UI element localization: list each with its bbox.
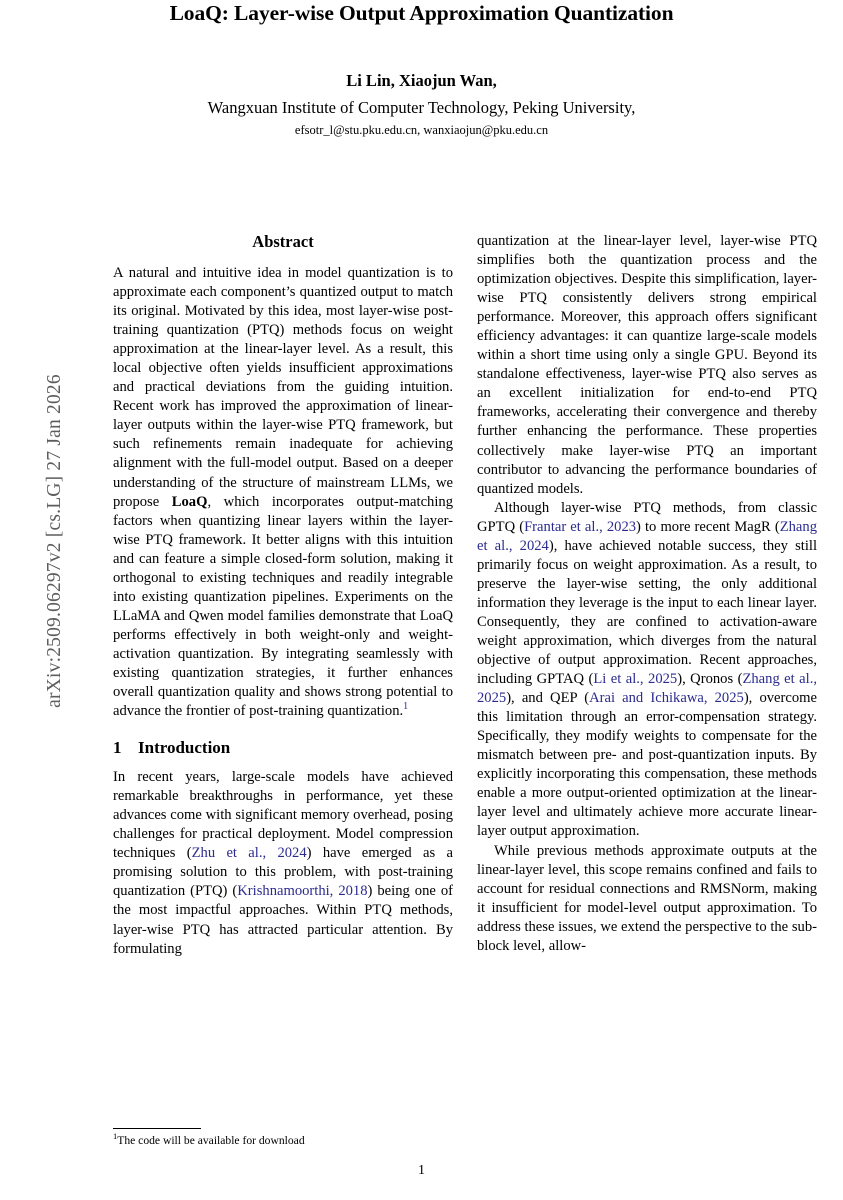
citation-frantar-2023[interactable]: Frantar et al., 2023 <box>524 518 637 535</box>
citation-li-2025[interactable]: Li et al., 2025 <box>593 671 678 688</box>
page-number: 1 <box>418 1163 425 1178</box>
author-emails: efsotr_l@stu.pku.edu.cn, wanxiaojun@pku.edu.cn <box>294 123 549 137</box>
author-list: Li Lin, Xiaojun Wan, <box>346 71 497 90</box>
abstract-body <box>113 264 453 721</box>
intro-paragraph-1 <box>113 768 453 958</box>
footnote-marker-ref[interactable]: 1 <box>403 701 409 713</box>
intro-text-b: ) have emerged as a promising solution to this problem, with post-training quantization (PTQ) ( <box>113 845 453 900</box>
abstract-text-part2: , which incorporates output-matching factors when quantizing linear layers within the layer-wise PTQ framework. It better aligns with this intuition and can feature a simple closed-form solution, making it orthogonal to existing techniques and readily integrable into existing quantization pipelines. Experiments on the LLaMA and Qwen model families demonstrate that LoaQ performs effectively in both weight-only and weight-activation quantization. By integrating seamlessly with existing quantization strategies, it further enhances overall quantization quality and shows strong potential to advance the frontier of post-training quantization. <box>113 493 453 720</box>
left-column <box>113 232 453 959</box>
citation-krishnamoorthi-2018[interactable]: Krishnamoorthi, 2018 <box>237 883 368 900</box>
section-title: Introduction <box>138 738 231 758</box>
intro-text-a: In recent years, large-scale models have achieved remarkable breakthroughs in performance, yet these advances come with significant memory overhead, posing challenges for practical deployment. Model compression techniques ( <box>113 769 453 862</box>
right-paragraph-1: quantization at the linear-layer level, layer-wise PTQ simplifies both the quantization process and the optimization objectives. Despite this simplification, layer-wise PTQ consistently delivers strong empirical performance. Moreover, this approach offers significant efficiency advantages: it can quantize large-scale models within a short time using only a single GPU. Beyond its standalone effectiveness, layer-wise PTQ also serves as an excellent initialization for end-to-end PTQ frameworks, accelerating their convergence and thereby further enhancing the performance. These properties collectively make layer-wise PTQ an important contributor to advancing the performance boundaries of quantized models. <box>477 233 817 497</box>
footnote-number: 1 <box>113 1131 118 1142</box>
section-number: 1 <box>113 738 122 758</box>
citation-arai-ichikawa-2025[interactable]: Arai and Ichikawa, 2025 <box>589 690 744 707</box>
footnote-area <box>113 1128 453 1148</box>
loaq-term: LoaQ <box>171 493 208 510</box>
footnote-1 <box>113 1131 453 1148</box>
citation-zhang-2025[interactable]: Zhang et al., 2025 <box>477 671 817 707</box>
arxiv-stamp: arXiv:2509.06297v2 [cs.LG] 27 Jan 2026 <box>44 374 65 708</box>
intro-text-c: ) being one of the most impactful approaches. Within PTQ methods, layer-wise PTQ has attracted particular attention. By formulating <box>113 883 453 957</box>
right-text-c: ), have achieved notable success, they still primarily focus on weight approximation. As a result, to preserve the layer-wise setting, the only additional information they leverage is the input to each linear layer. Consequently, they are confined to activation-aware weight approximation, which diverges from the natural objective of output approximation. Recent approaches, including GPTAQ ( <box>477 537 817 688</box>
right-text-f: ), overcome this limitation through an error-compensation strategy. Specifically, they modify weights to compensate for the mismatch between pre- and post-quantization inputs. By explicitly incorporating this compensation, these methods enable a more output-oriented optimization at the linear-layer level and ultimately achieve more accurate linear-layer output approximation. <box>477 690 817 840</box>
footnote-text: The code will be available for download <box>117 1134 305 1147</box>
right-text-d: ), Qronos ( <box>677 671 743 688</box>
right-text-e: ), and QEP ( <box>506 690 590 707</box>
citation-zhang-2024[interactable]: Zhang et al., 2024 <box>477 518 817 554</box>
page-title: LoaQ: Layer-wise Output Approximation Quantization <box>169 1 674 25</box>
footnote-rule <box>113 1128 201 1129</box>
right-paragraph-3: While previous methods approximate outputs at the linear-layer level, this scope remains confined and fails to account for residual connections and RMSNorm, making it insufficient for model-level output approximation. To address these issues, we extend the perspective to the sub-block level, allow- <box>477 842 817 954</box>
abstract-text-part1: A natural and intuitive idea in model quantization is to approximate each component’s quantized output to match its original. Motivated by this idea, most layer-wise post-training quantization (PTQ) methods focus on weight approximation at the linear-layer level. As a result, this local objective often yields insufficient approximations and practical deviations from the guiding intuition. Recent work has improved the approximation of linear-layer outputs within the layer-wise PTQ framework, but such refinements remain inadequate for achieving alignment with the full-model output. Based on a deeper understanding of the structure of mainstream LLMs, we propose <box>113 265 453 510</box>
citation-zhu-2024[interactable]: Zhu et al., 2024 <box>191 845 307 862</box>
abstract-heading: Abstract <box>252 232 314 251</box>
section-heading-introduction <box>113 737 453 759</box>
right-text-b: ) to more recent MagR ( <box>636 518 780 535</box>
right-paragraph-2 <box>477 499 817 842</box>
affiliation: Wangxuan Institute of Computer Technology, Peking University, <box>207 98 636 117</box>
right-text-a: Although layer-wise PTQ methods, from classic GPTQ ( <box>477 499 817 535</box>
right-column <box>477 232 817 956</box>
